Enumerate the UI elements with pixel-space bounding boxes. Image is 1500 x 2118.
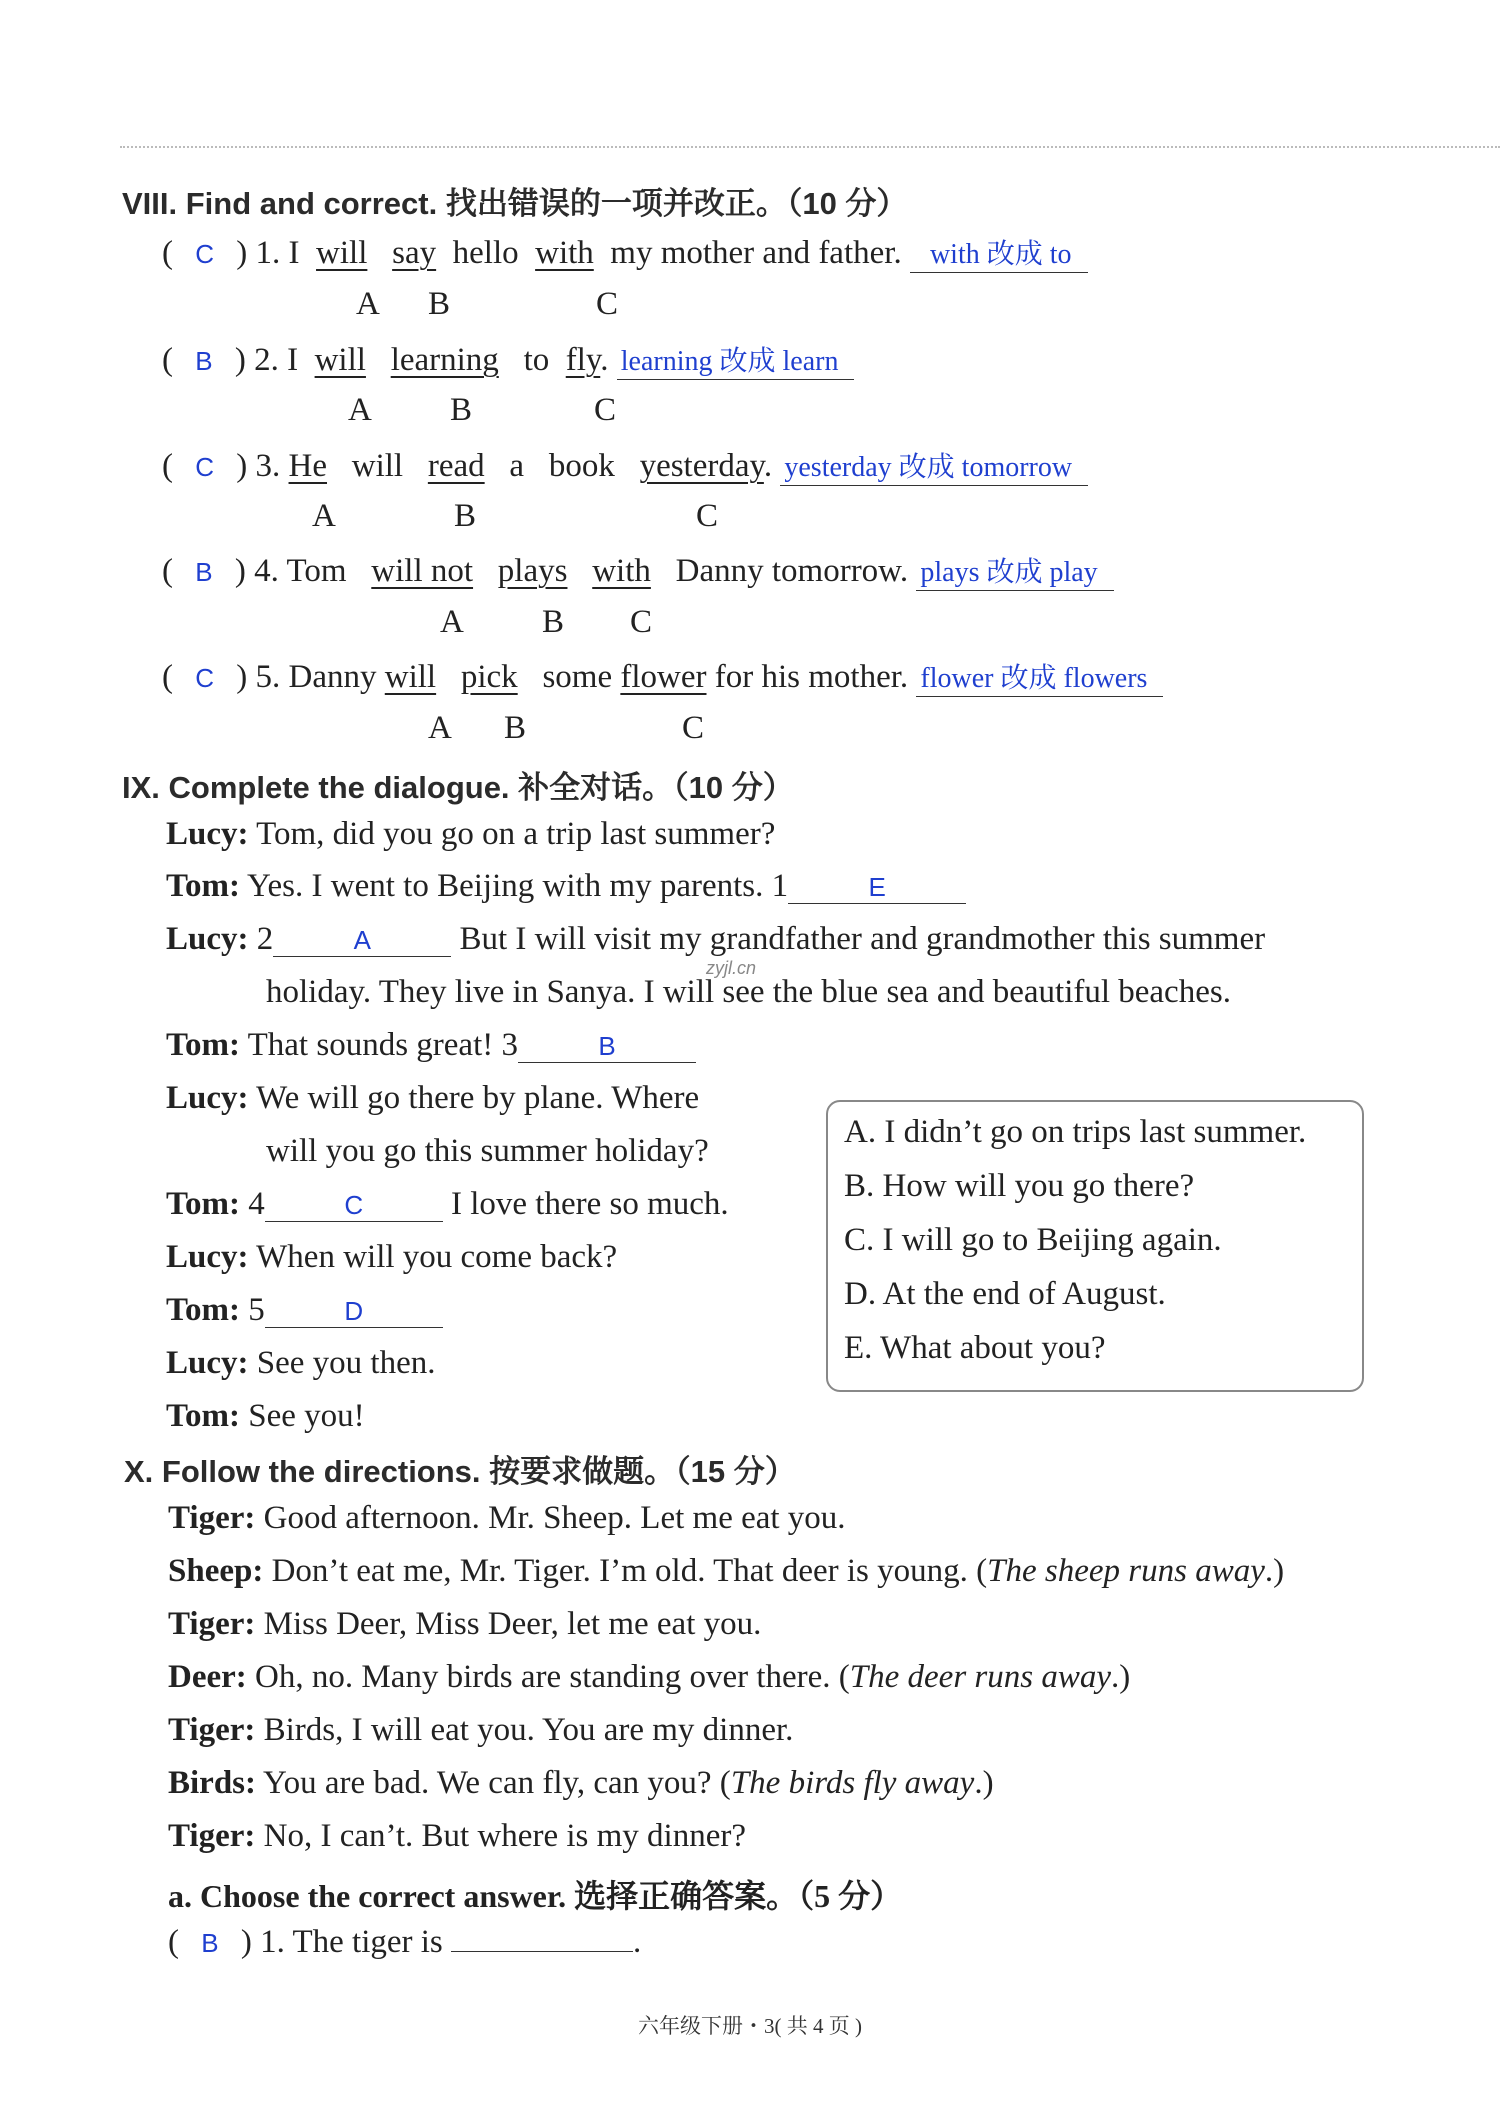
top-divider — [120, 146, 1500, 148]
option-c: C. I will go to Beijing again. — [844, 1222, 1222, 1258]
section-10-heading: X. Follow the directions. 按要求做题。（15 分） — [124, 1454, 796, 1489]
option-a: A. I didn’t go on trips last summer. — [844, 1114, 1307, 1150]
dialogue-line: Lucy: We will go there by plane. Where — [166, 1080, 700, 1116]
dialogue-line: Tom: That sounds great! 3 B — [166, 1027, 696, 1064]
story-line: Tiger: Miss Deer, Miss Deer, let me eat you. — [168, 1606, 762, 1642]
dialogue-line: will you go this summer holiday? — [266, 1133, 709, 1169]
correction-2: learning 改成 learn — [617, 346, 855, 380]
dialogue-line: Lucy: Tom, did you go on a trip last summer? — [166, 816, 776, 852]
blank-4[interactable]: C — [265, 1189, 443, 1222]
story-line: Deer: Oh, no. Many birds are standing over there. (The deer runs away.) — [168, 1659, 1131, 1695]
story-line: Birds: You are bad. We can fly, can you? (The birds fly away.) — [168, 1765, 994, 1801]
correction-1: with 改成 to — [910, 239, 1088, 273]
answer-4: B — [195, 557, 213, 587]
section-9-heading: IX. Complete the dialogue. 补全对话。（10 分） — [122, 770, 794, 805]
s8-item-3: ( C ) 3. He will read a book yesterday. yesterday 改成 tomorrow — [162, 445, 1088, 485]
story-line: Sheep: Don’t eat me, Mr. Tiger. I’m old. That deer is young. (The sheep runs away.) — [168, 1553, 1285, 1589]
answer-3: C — [195, 452, 215, 482]
story-line: Tiger: Good afternoon. Mr. Sheep. Let me eat you. — [168, 1500, 846, 1536]
correction-4: plays 改成 play — [916, 557, 1113, 591]
dialogue-line: Tom: 4 C I love there so much. — [166, 1186, 729, 1222]
dialogue-line: Lucy: See you then. — [166, 1345, 436, 1381]
dialogue-line: Tom: See you! — [166, 1398, 365, 1434]
dialogue-line: Tom: Yes. I went to Beijing with my parents. 1 E — [166, 868, 966, 905]
story-line: Tiger: No, I can’t. But where is my dinner? — [168, 1818, 746, 1854]
option-e: E. What about you? — [844, 1330, 1106, 1366]
option-b: B. How will you go there? — [844, 1168, 1195, 1204]
section-8-heading: VIII. Find and correct. 找出错误的一项并改正。（10 分） — [122, 186, 908, 221]
options-box — [826, 1100, 1364, 1392]
s8-item-4: ( B ) 4. Tom will not plays with Danny tomorrow. plays 改成 play — [162, 550, 1114, 590]
answer-5: C — [195, 663, 215, 693]
sub-question-a: a. Choose the correct answer. 选择正确答案。（5 分） — [168, 1878, 903, 1914]
q1-blank[interactable] — [451, 1951, 633, 1952]
answer-1: C — [195, 239, 215, 269]
correction-3: yesterday 改成 tomorrow — [780, 452, 1088, 486]
dialogue-line: holiday. They live in Sanya. I will see the blue sea and beautiful beaches. — [266, 974, 1231, 1010]
answer-q1: B — [201, 1928, 219, 1958]
blank-1[interactable]: E — [788, 871, 966, 904]
option-d: D. At the end of August. — [844, 1276, 1166, 1312]
s8-item-2: ( B ) 2. I will learning to fly. learning 改成 learn — [162, 339, 854, 379]
correction-5: flower 改成 flowers — [916, 663, 1163, 697]
s8-item-1: ( C ) 1. I will say hello with my mother and father. with 改成 to — [162, 232, 1088, 272]
answer-2: B — [195, 346, 213, 376]
watermark: zyjl.cn — [706, 958, 757, 978]
blank-5[interactable]: D — [265, 1295, 443, 1328]
s8-item-5: ( C ) 5. Danny will pick some flower for his mother. flower 改成 flowers — [162, 656, 1163, 696]
page-footer: 六年级下册・3( 共 4 页 ) — [638, 2014, 862, 2038]
dialogue-line: Lucy: When will you come back? — [166, 1239, 618, 1275]
blank-2[interactable]: A — [273, 924, 451, 957]
question-1: ( B ) 1. The tiger is . — [168, 1924, 642, 1960]
dialogue-line: Tom: 5 D — [166, 1292, 443, 1329]
blank-3[interactable]: B — [518, 1030, 696, 1063]
story-line: Tiger: Birds, I will eat you. You are my dinner. — [168, 1712, 794, 1748]
dialogue-line: Lucy: 2 A But I will visit my grandfather and grandmother this summer — [166, 921, 1266, 957]
